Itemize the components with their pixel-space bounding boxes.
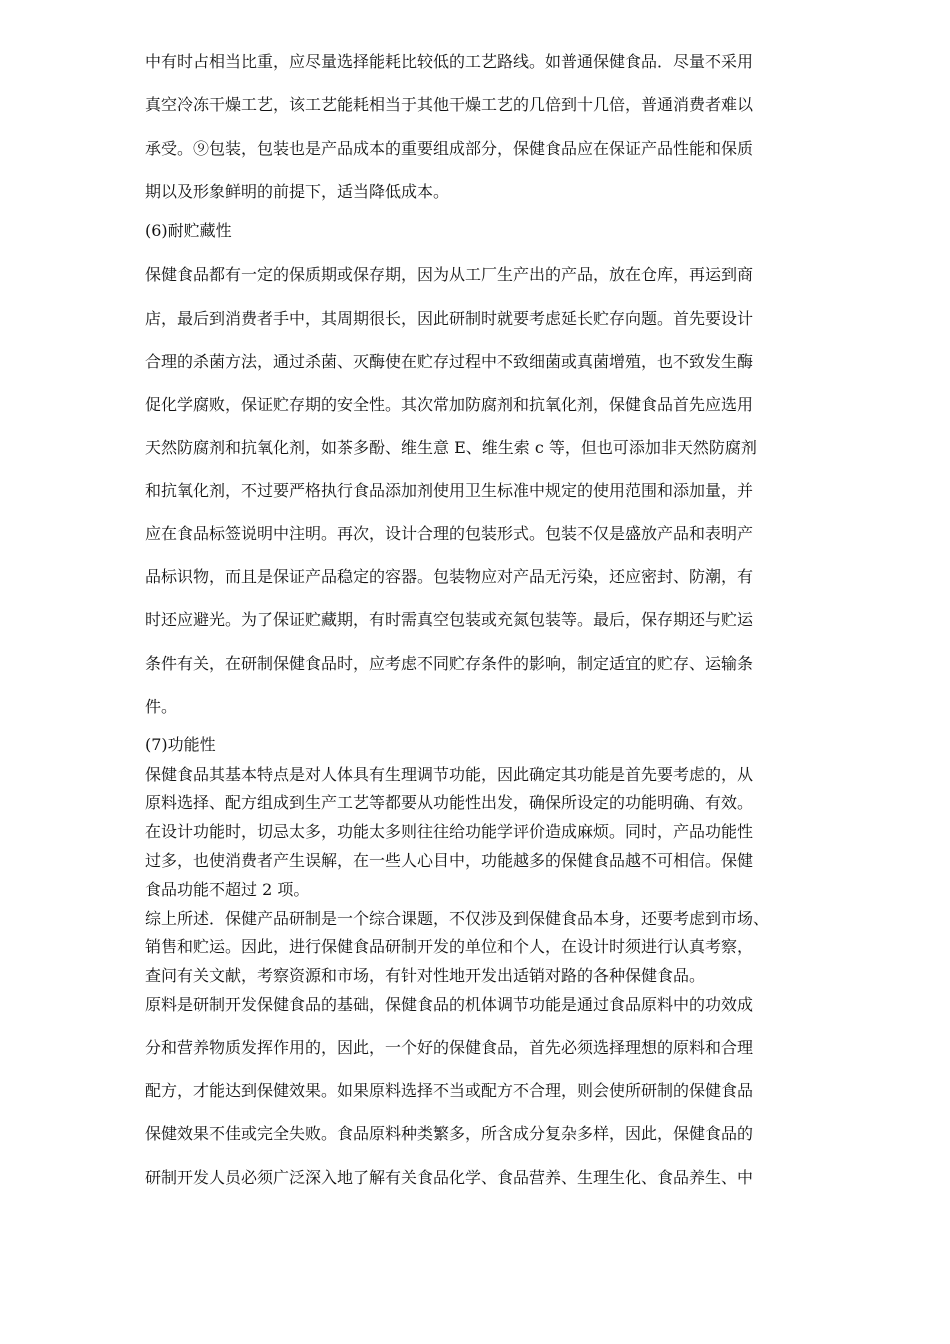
section-heading: (6)耐贮藏性: [145, 221, 232, 240]
text-line: 查问有关文献，考察资源和市场，有针对性地开发出适销对路的各种保健食品。: [145, 966, 706, 985]
text-line: 食品功能不超过 2 项。: [145, 880, 310, 899]
text-line: 研制开发人员必须广泛深入地了解有关食品化学、食品营养、生理生化、食品养生、中: [145, 1168, 754, 1187]
text-line: 原料是研制开发保健食品的基础，保健食品的机体调节功能是通过食品原料中的功效成: [145, 995, 754, 1014]
text-line: 销售和贮运。因此，进行保健食品研制开发的单位和个人，在设计时须进行认真考察，: [145, 937, 754, 956]
text-line: 期以及形象鲜明的前提下，适当降低成本。: [145, 182, 450, 201]
text-line: 配方，才能达到保健效果。如果原料选择不当或配方不合理，则会使所研制的保健食品: [145, 1081, 754, 1100]
text-line: 条件有关，在研制保健食品时，应考虑不同贮存条件的影响，制定适宜的贮存、运输条: [145, 654, 754, 673]
text-line: 过多，也使消费者产生误解，在一些人心目中，功能越多的保健食品越不可相信。保健: [145, 851, 754, 870]
text-line: 承受。⑨包装，包装也是产品成本的重要组成部分，保健食品应在保证产品性能和保质: [145, 139, 754, 158]
text-line: 品标识物，而且是保证产品稳定的容器。包装物应对产品无污染，还应密封、防潮，有: [145, 567, 754, 586]
text-line: 件。: [145, 697, 178, 716]
text-line: 综上所述．保健产品研制是一个综合课题，不仅涉及到保健食品本身，还要考虑到市场、: [145, 909, 770, 928]
text-line: 时还应避光。为了保证贮藏期，有时需真空包装或充氮包装等。最后，保存期还与贮运: [145, 610, 754, 629]
text-line: 天然防腐剂和抗氧化剂，如茶多酚、维生意 E、维生索 c 等，但也可添加非天然防腐剂: [145, 438, 757, 457]
text-line: 应在食品标签说明中注明。再次，设计合理的包装形式。包装不仅是盛放产品和表明产: [145, 524, 754, 543]
text-line: 在设计功能时，切忌太多，功能太多则往往给功能学评价造成麻烦。同时，产品功能性: [145, 822, 754, 841]
text-line: 分和营养物质发挥作用的，因此，一个好的保健食品，首先必须选择理想的原料和合理: [145, 1038, 754, 1057]
text-line: 原料选择、配方组成到生产工艺等都要从功能性出发，确保所设定的功能明确、有效。: [145, 793, 754, 812]
text-line: 促化学腐败，保证贮存期的安全性。其次常加防腐剂和抗氧化剂，保健食品首先应选用: [145, 395, 754, 414]
text-line: 和抗氧化剂，不过要严格执行食品添加剂使用卫生标准中规定的使用范围和添加量，并: [145, 481, 754, 500]
text-line: 保健食品其基本特点是对人体具有生理调节功能，因此确定其功能是首先要考虑的，从: [145, 765, 754, 784]
text-line: 保健食品都有一定的保质期或保存期，因为从工厂生产出的产品，放在仓库，再运到商: [145, 265, 754, 284]
text-line: 真空冷冻干燥工艺，该工艺能耗相当于其他干燥工艺的几倍到十几倍，普通消费者难以: [145, 95, 754, 114]
text-line: 店，最后到消费者手中，其周期很长，因此研制时就要考虑延长贮存向题。首先要设计: [145, 309, 754, 328]
text-line: 保健效果不佳或完全失败。食品原料种类繁多，所含成分复杂多样，因此，保健食品的: [145, 1124, 754, 1143]
text-line: 合理的杀菌方法，通过杀菌、灭酶使在贮存过程中不致细菌或真菌增殖，也不致发生酶: [145, 352, 754, 371]
text-line: 中有时占相当比重，应尽量选择能耗比较低的工艺路线。如普通保健食品．尽量不采用: [145, 52, 754, 71]
section-heading: (7)功能性: [145, 735, 216, 754]
